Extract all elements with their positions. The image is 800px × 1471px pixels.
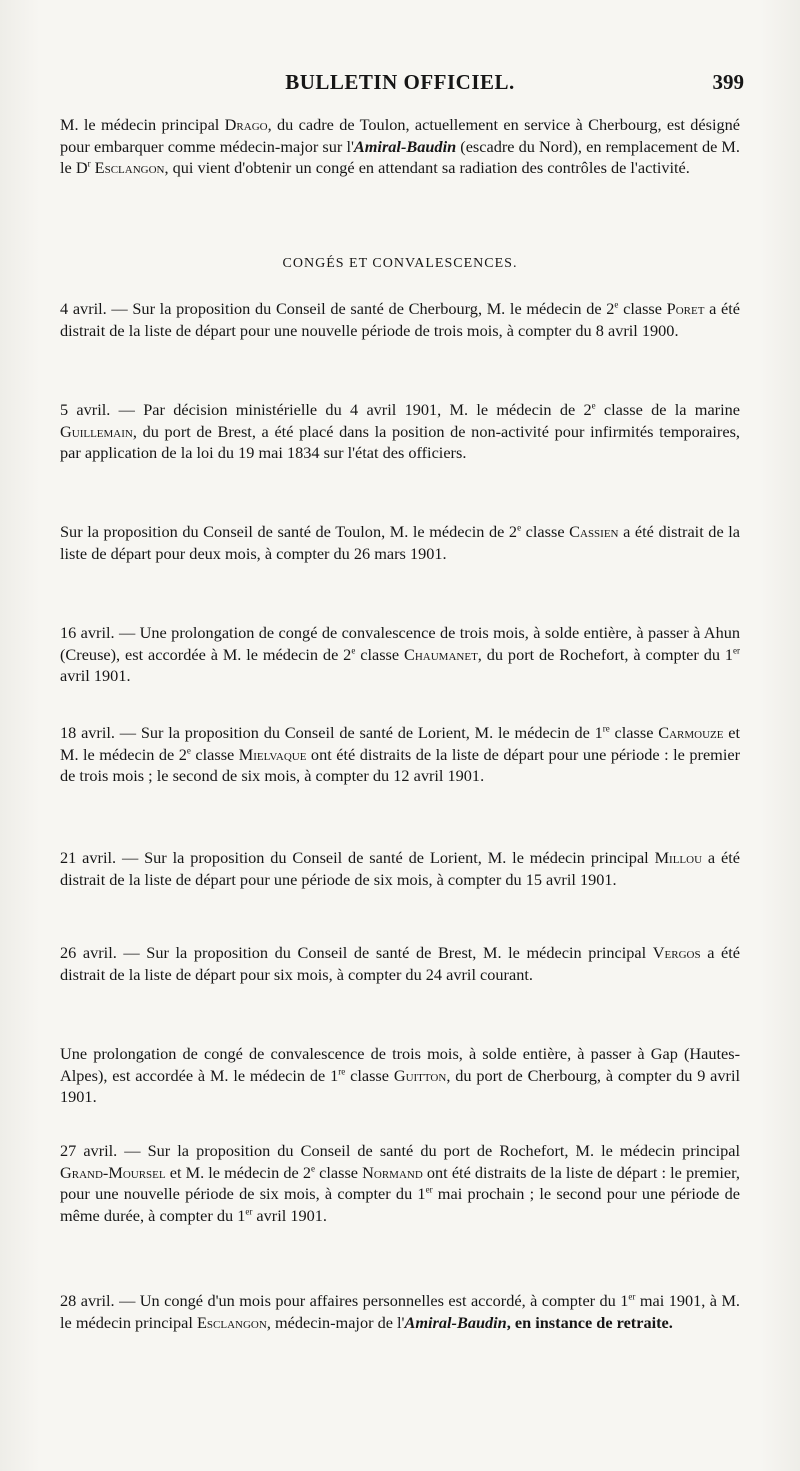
superscript: er bbox=[733, 645, 741, 656]
superscript: e bbox=[591, 400, 596, 411]
page-number: 399 bbox=[712, 70, 744, 94]
text-segment: ont été distraits de la liste de départ pour une période : le premier de trois mois ; le second de six mois, à compter du 12 avril 1901. bbox=[60, 744, 741, 785]
entry-paragraph bbox=[60, 622, 740, 687]
entry-paragraph bbox=[60, 1140, 740, 1226]
person-name: Esclangon bbox=[94, 158, 165, 177]
superscript: re bbox=[602, 723, 610, 734]
person-name: Normand bbox=[362, 1162, 423, 1182]
text-segment: avril 1901. bbox=[60, 666, 131, 685]
text-segment: , médecin-major de l' bbox=[266, 1312, 405, 1332]
entry-paragraph bbox=[60, 942, 740, 985]
text-segment: classe de la marine bbox=[595, 400, 740, 419]
text-segment: classe bbox=[618, 299, 667, 318]
page-header bbox=[56, 70, 744, 100]
entry-paragraph bbox=[60, 722, 740, 787]
entry-paragraph bbox=[60, 847, 740, 890]
text-segment: Sur la proposition du Conseil de santé de Toulon, M. le médecin de 2 bbox=[60, 522, 518, 541]
text-segment: classe bbox=[315, 1162, 363, 1182]
text-segment: M. le médecin principal bbox=[60, 115, 225, 134]
person-name: Poret bbox=[666, 299, 705, 318]
superscript: re bbox=[338, 1066, 346, 1077]
text-segment: a été distrait de la liste de départ pour une période de six mois, à compter du 15 avril 1901. bbox=[60, 848, 741, 889]
text-segment: , du port de Cherbourg, à compter du 9 avril 1901. bbox=[60, 1065, 741, 1106]
person-name: Drago bbox=[224, 115, 268, 134]
text-segment: , du cadre de Toulon, actuellement en service à Cherbourg, est désigné pour embarquer comme médecin-major sur l' bbox=[60, 115, 741, 156]
text-segment: , qui vient d'obtenir un congé en attendant sa radiation des contrôles de l'activité. bbox=[164, 158, 690, 177]
text-segment: 26 avril. — Sur la proposition du Conseil de santé de Brest, M. le médecin principal bbox=[60, 943, 653, 962]
text-segment: 27 avril. — Sur la proposition du Conseil de santé du port de Rochefort, M. le médecin principal bbox=[60, 1141, 740, 1160]
person-name: Vergos bbox=[652, 943, 701, 962]
text-segment: classe bbox=[345, 1065, 394, 1085]
text-segment: , du port de Rochefort, à compter du 1 bbox=[477, 644, 734, 664]
superscript: er bbox=[245, 1206, 253, 1217]
entry-paragraph bbox=[60, 521, 740, 564]
entry-paragraph bbox=[60, 298, 740, 341]
superscript: e bbox=[614, 299, 619, 310]
person-name: Grand-Moursel bbox=[60, 1162, 166, 1182]
ship-name: Amiral-Baudin bbox=[404, 1312, 507, 1332]
running-title: BULLETIN OFFICIEL. bbox=[285, 70, 515, 94]
superscript: er bbox=[628, 1291, 636, 1302]
person-name: Guillemain bbox=[60, 421, 133, 441]
person-name: Guitton bbox=[393, 1065, 447, 1085]
text-segment: Une prolongation de congé de convalescence de trois mois, à solde entière, à passer à Gap (Hautes-Alpes), est accordée à M. le médecin de 1 bbox=[60, 1044, 740, 1085]
text-segment: mai 1901, à M. le médecin principal bbox=[60, 1291, 740, 1332]
section-title: CONGÉS ET CONVALESCENCES. bbox=[282, 256, 518, 271]
text-segment: a été distrait de la liste de départ pour une nouvelle période de trois mois, à compter du 8 avril 1900. bbox=[60, 299, 741, 340]
text-segment: , du port de Brest, a été placé dans la position de non-activité pour infirmités temporaires, par application de la loi du 19 mai 1834 sur l'état des officiers. bbox=[60, 421, 740, 462]
text-segment: mai prochain ; le second pour une période de même durée, à compter du 1 bbox=[60, 1184, 740, 1225]
superscript: r bbox=[87, 158, 91, 169]
superscript: e bbox=[311, 1163, 316, 1174]
entry-paragraph bbox=[60, 399, 740, 464]
text-segment: a été distrait de la liste de départ pour six mois, à compter du 24 avril courant. bbox=[60, 943, 741, 984]
text-segment: 18 avril. — Sur la proposition du Conseil de santé de Lorient, M. le médecin de 1 bbox=[60, 723, 603, 742]
person-name: Carmouze bbox=[658, 723, 724, 742]
person-name: Mielvaque bbox=[238, 744, 307, 764]
text-segment: 16 avril. — Une prolongation de congé de convalescence de trois mois, à solde entière, à passer à Ahun (Creuse), est accordée à M. le médecin de 2 bbox=[60, 623, 740, 664]
entry-paragraph bbox=[60, 1043, 740, 1108]
text-segment: et M. le médecin de 2 bbox=[165, 1162, 312, 1182]
text-segment: classe bbox=[521, 522, 570, 541]
text-segment: classe bbox=[355, 644, 404, 664]
text-segment: , en instance de retraite. bbox=[506, 1312, 673, 1332]
text-segment: (escadre du Nord), en remplacement de M. le D bbox=[60, 136, 740, 177]
superscript: e bbox=[351, 645, 356, 656]
ship-name: Amiral-Baudin bbox=[353, 136, 457, 156]
text-segment: 5 avril. — Par décision ministérielle du 4 avril 1901, M. le médecin de 2 bbox=[60, 400, 592, 419]
person-name: Cassien bbox=[569, 522, 619, 541]
intro-paragraph bbox=[60, 114, 740, 179]
person-name: Esclangon bbox=[196, 1312, 267, 1332]
text-segment: a été distrait de la liste de départ pour deux mois, à compter du 26 mars 1901. bbox=[60, 522, 741, 563]
person-name: Chaumanet bbox=[403, 644, 478, 664]
text-segment: classe bbox=[190, 744, 239, 764]
entry-paragraph bbox=[60, 1290, 740, 1333]
superscript: er bbox=[425, 1184, 433, 1195]
person-name: Millou bbox=[654, 848, 703, 867]
text-segment: ont été distraits de la liste de départ : le premier, pour une nouvelle période de six mois, à compter du 1 bbox=[60, 1162, 740, 1203]
text-segment: 28 avril. — Un congé d'un mois pour affaires personnelles est accordé, à compter du 1 bbox=[60, 1291, 629, 1310]
text-segment: et M. le médecin de 2 bbox=[60, 723, 741, 764]
text-segment: 4 avril. — Sur la proposition du Conseil de santé de Cherbourg, M. le médecin de 2 bbox=[60, 299, 615, 318]
text-segment: avril 1901. bbox=[252, 1205, 327, 1225]
superscript: e bbox=[517, 522, 522, 533]
text-segment: 21 avril. — Sur la proposition du Conseil de santé de Lorient, M. le médecin principal bbox=[60, 848, 655, 867]
superscript: e bbox=[186, 745, 191, 756]
text-segment: classe bbox=[609, 723, 659, 742]
